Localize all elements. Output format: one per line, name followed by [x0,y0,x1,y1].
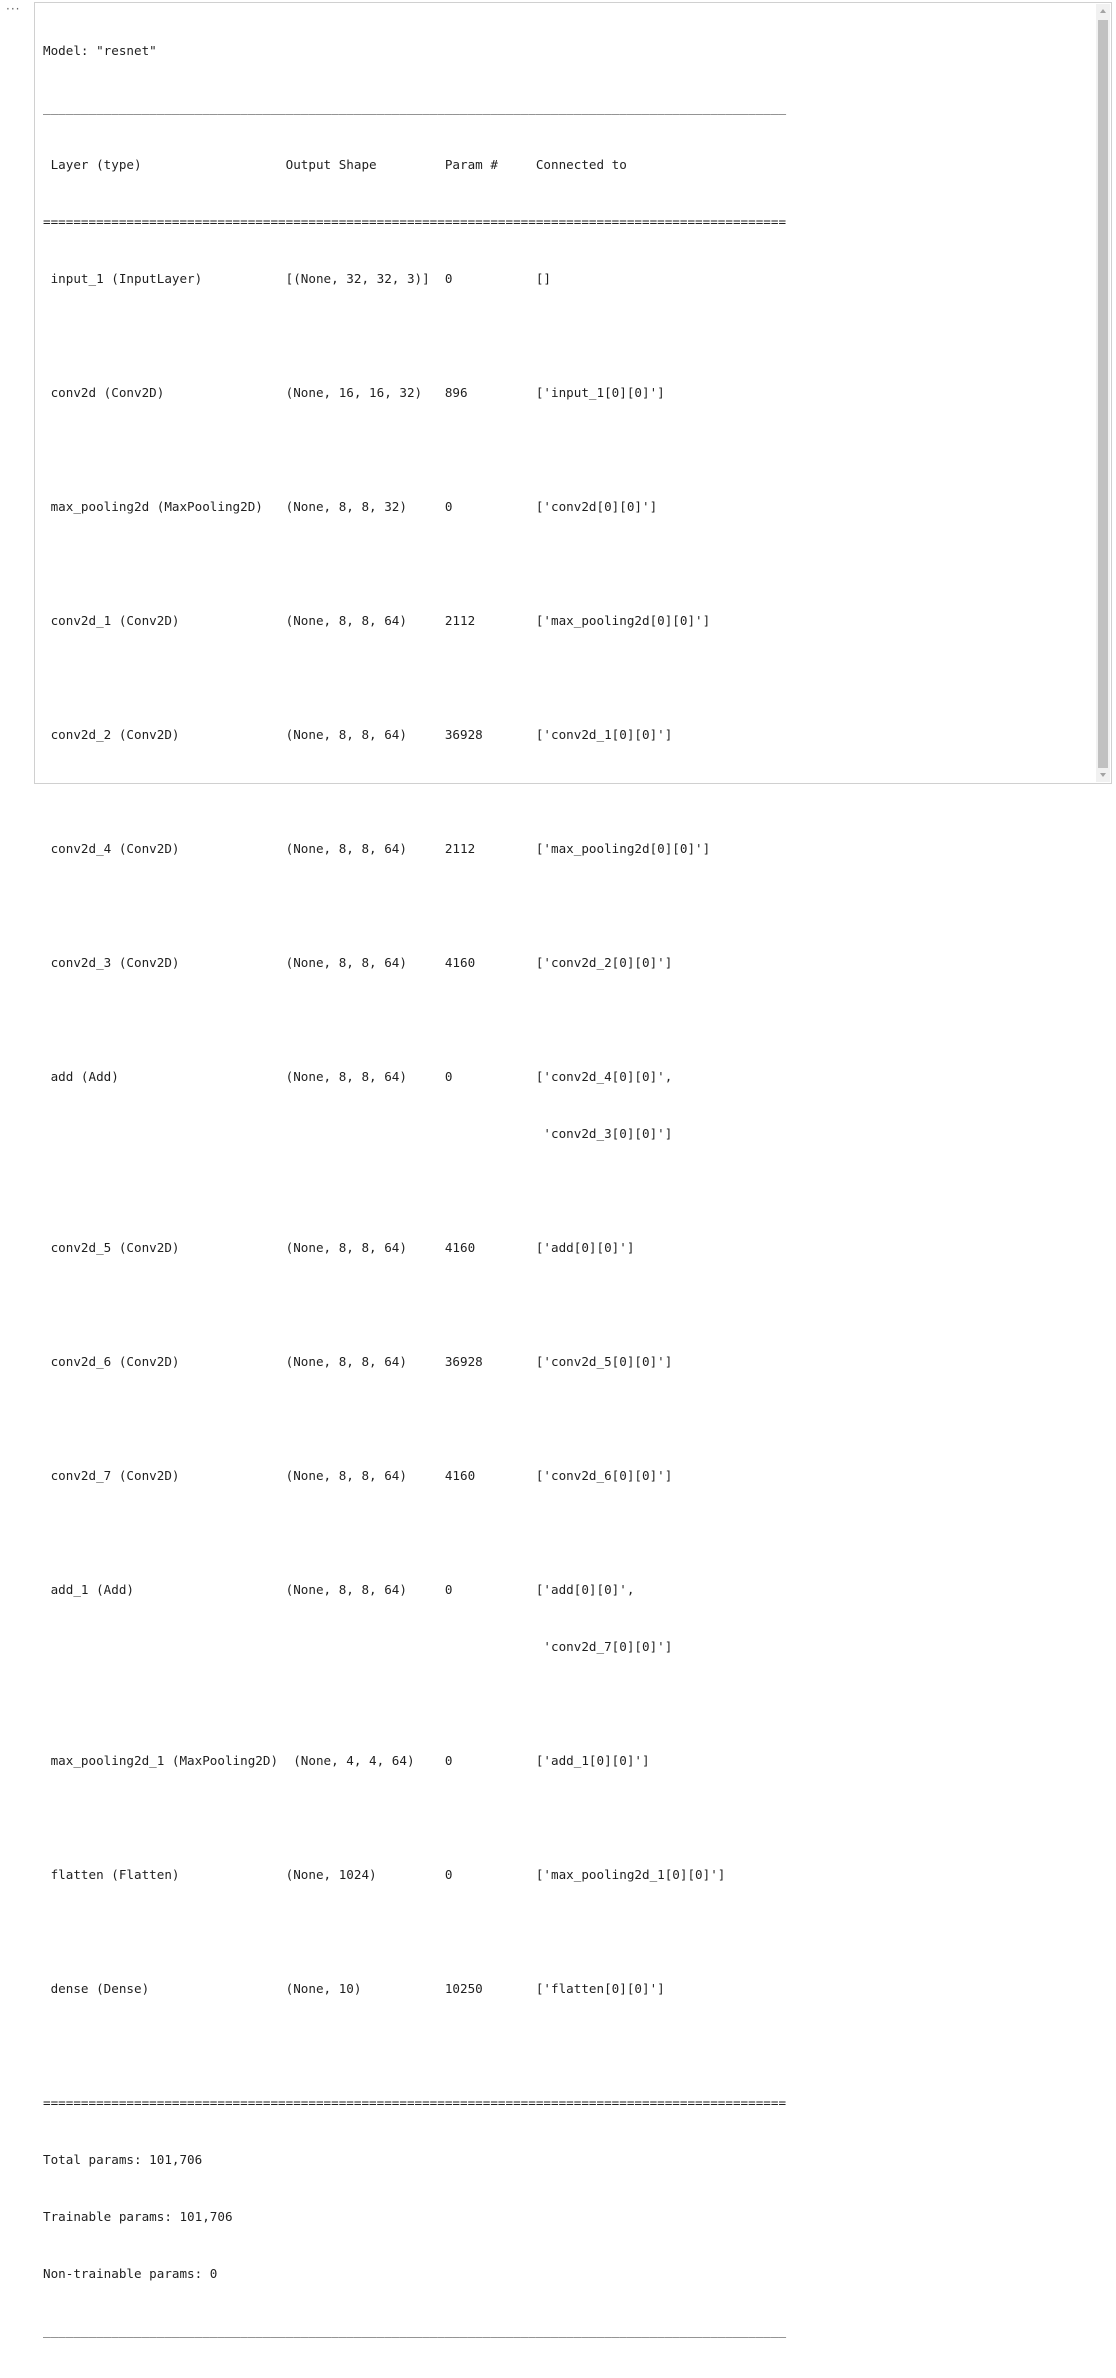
blank-line [43,1808,1093,1827]
scroll-down-arrow-icon[interactable] [1096,768,1110,782]
layer-row: flatten (Flatten) (None, 1024) 0 ['max_pooling2d_1[0][0]'] [43,1867,787,1882]
blank-line [43,1295,1093,1314]
blank-line [43,1922,1093,1941]
layer-row: add (Add) (None, 8, 8, 64) 0 ['conv2d_4[0][0]', [43,1069,787,1084]
layer-row: conv2d_7 (Conv2D) (None, 8, 8, 64) 4160 ['conv2d_6[0][0]'] [43,1468,787,1483]
layer-row: dense (Dense) (None, 10) 10250 ['flatten[0][0]'] [43,1981,787,1996]
total-params-line: Total params: 101,706 [43,2152,203,2167]
layer-row: conv2d_6 (Conv2D) (None, 8, 8, 64) 36928 ['conv2d_5[0][0]'] [43,1354,787,1369]
trainable-params-line: Trainable params: 101,706 [43,2209,233,2224]
blank-line [43,1010,1093,1029]
blank-line [43,1409,1093,1428]
separator-line: __________________________________________________________________________________________________ [43,100,787,115]
blank-line [43,440,1093,459]
scrollbar-thumb[interactable] [1098,20,1108,768]
layer-row: conv2d_3 (Conv2D) (None, 8, 8, 64) 4160 ['conv2d_2[0][0]'] [43,955,787,970]
cell-output-area [34,2,1112,2338]
layer-row-continuation: 'conv2d_3[0][0]'] [43,1126,787,1141]
layer-row-continuation: 'conv2d_7[0][0]'] [43,1639,787,1654]
blank-line [43,554,1093,573]
blank-line [43,1523,1093,1542]
layer-row: max_pooling2d (MaxPooling2D) (None, 8, 8, 32) 0 ['conv2d[0][0]'] [43,499,787,514]
separator-line: ================================================================================================== [43,2095,787,2110]
non-trainable-params-line: Non-trainable params: 0 [43,2266,218,2281]
blank-line [43,782,1093,801]
layer-row: input_1 (InputLayer) [(None, 32, 32, 3)] 0 [] [43,271,787,286]
scroll-up-arrow-icon[interactable] [1096,4,1110,18]
separator-line: __________________________________________________________________________________________________ [43,2323,787,2338]
vertical-scrollbar[interactable] [1096,4,1110,782]
model-summary-text [43,3,1093,2338]
blank-line [43,668,1093,687]
output-collapse-icon[interactable]: ··· [6,2,21,16]
blank-line [43,1181,1093,1200]
blank-line [43,326,1093,345]
separator-line: ================================================================================================== [43,214,787,229]
blank-line [43,2036,1093,2055]
layer-row: conv2d_4 (Conv2D) (None, 8, 8, 64) 2112 ['max_pooling2d[0][0]'] [43,841,787,856]
layer-row: conv2d_2 (Conv2D) (None, 8, 8, 64) 36928 ['conv2d_1[0][0]'] [43,727,787,742]
blank-line [43,1694,1093,1713]
layer-row: conv2d (Conv2D) (None, 16, 16, 32) 896 ['input_1[0][0]'] [43,385,787,400]
layer-row: add_1 (Add) (None, 8, 8, 64) 0 ['add[0][0]', [43,1582,787,1597]
layer-row: conv2d_5 (Conv2D) (None, 8, 8, 64) 4160 ['add[0][0]'] [43,1240,787,1255]
blank-line [43,896,1093,915]
table-header-line: Layer (type) Output Shape Param # Connected to [43,157,787,172]
layer-row: conv2d_1 (Conv2D) (None, 8, 8, 64) 2112 ['max_pooling2d[0][0]'] [43,613,787,628]
layer-row: max_pooling2d_1 (MaxPooling2D) (None, 4, 4, 64) 0 ['add_1[0][0]'] [43,1753,787,1768]
model-title-line: Model: "resnet" [43,43,157,58]
